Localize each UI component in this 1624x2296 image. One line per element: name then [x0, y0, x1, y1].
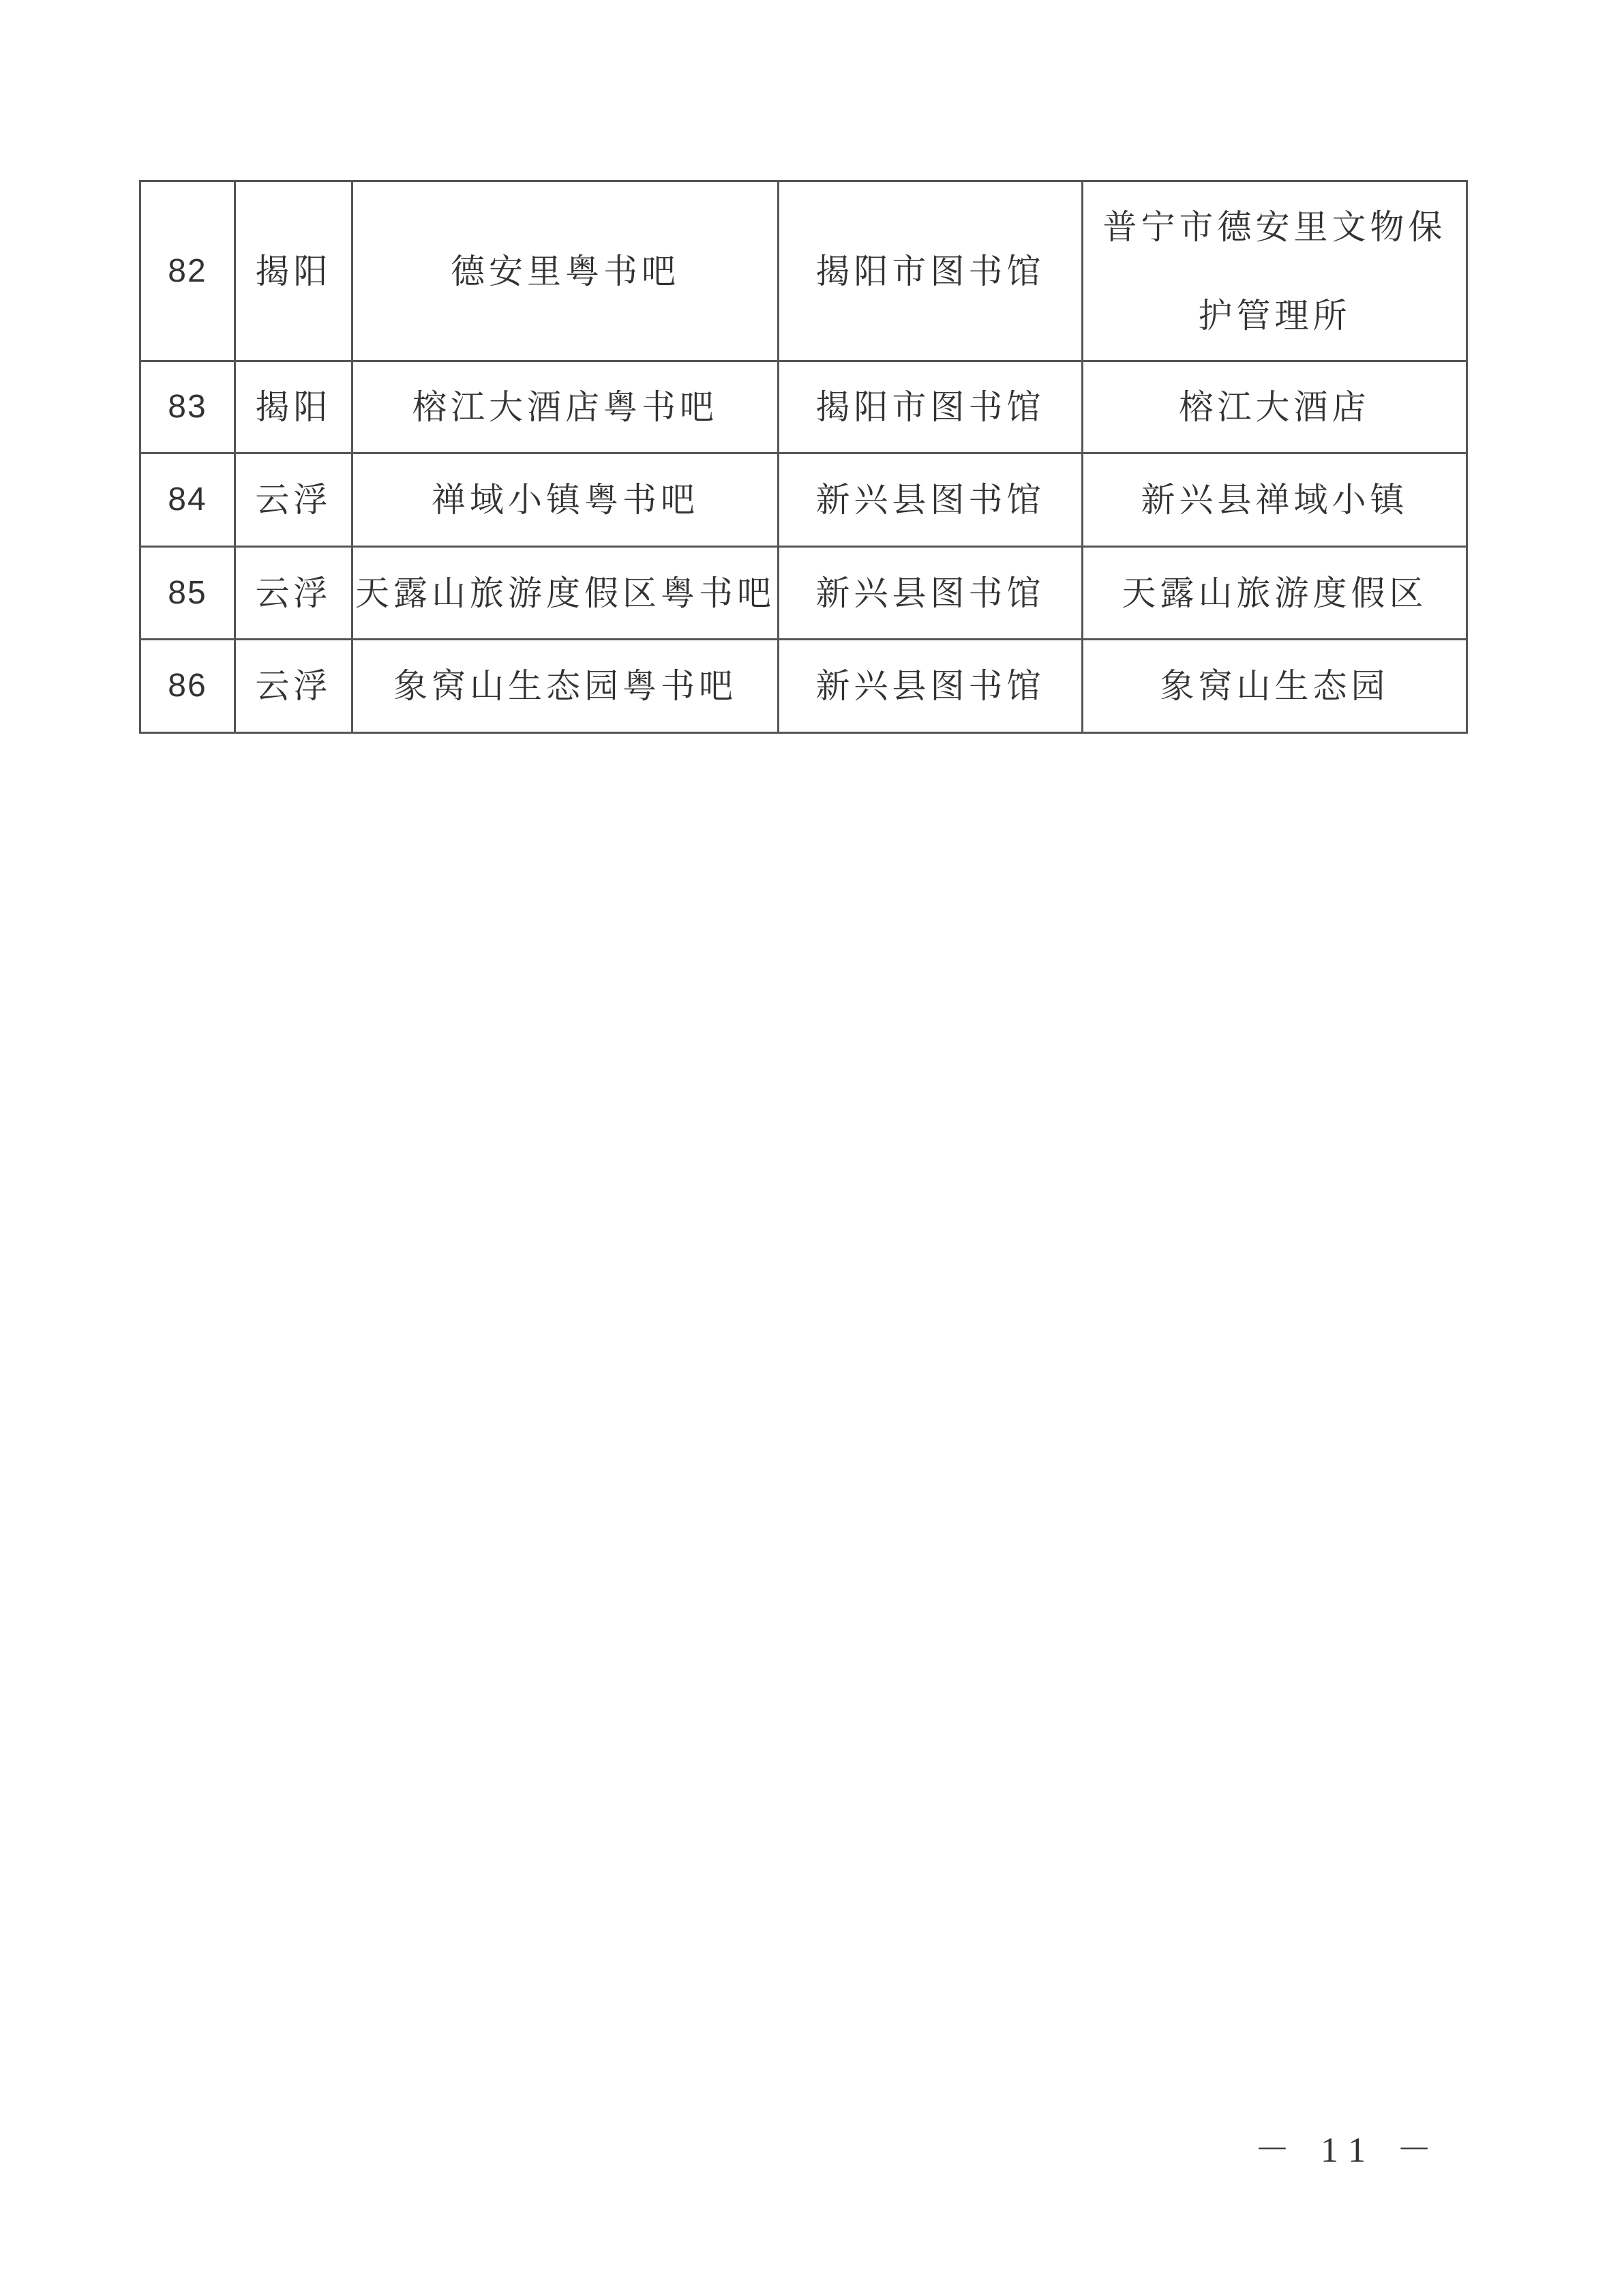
cell-city: 云浮	[235, 453, 352, 547]
cell-no: 83	[140, 361, 235, 453]
cell-no: 86	[140, 640, 235, 733]
cell-library: 揭阳市图书馆	[779, 181, 1083, 361]
cell-name: 天露山旅游度假区粤书吧	[352, 547, 779, 640]
cell-no: 84	[140, 453, 235, 547]
cell-partner: 象窝山生态园	[1083, 640, 1467, 733]
cell-name: 禅域小镇粤书吧	[352, 453, 779, 547]
cell-name: 德安里粤书吧	[352, 181, 779, 361]
cell-library: 新兴县图书馆	[779, 547, 1083, 640]
cell-library: 新兴县图书馆	[779, 453, 1083, 547]
cell-partner: 榕江大酒店	[1083, 361, 1467, 453]
cell-name: 象窝山生态园粤书吧	[352, 640, 779, 733]
cell-city: 云浮	[235, 640, 352, 733]
cell-city: 云浮	[235, 547, 352, 640]
cell-no: 82	[140, 181, 235, 361]
cell-no: 85	[140, 547, 235, 640]
cell-partner: 普宁市德安里文物保护管理所	[1083, 181, 1467, 361]
table-row	[140, 640, 1467, 733]
cell-city: 揭阳	[235, 181, 352, 361]
cell-partner: 天露山旅游度假区	[1083, 547, 1467, 640]
cell-city: 揭阳	[235, 361, 352, 453]
table-row	[140, 547, 1467, 640]
page-number: － 11 －	[1254, 2131, 1443, 2170]
table-row	[140, 361, 1467, 453]
table-row	[140, 181, 1467, 361]
book-bar-table	[139, 180, 1468, 734]
cell-library: 揭阳市图书馆	[779, 361, 1083, 453]
cell-name: 榕江大酒店粤书吧	[352, 361, 779, 453]
table-row	[140, 453, 1467, 547]
cell-partner: 新兴县禅域小镇	[1083, 453, 1467, 547]
cell-library: 新兴县图书馆	[779, 640, 1083, 733]
